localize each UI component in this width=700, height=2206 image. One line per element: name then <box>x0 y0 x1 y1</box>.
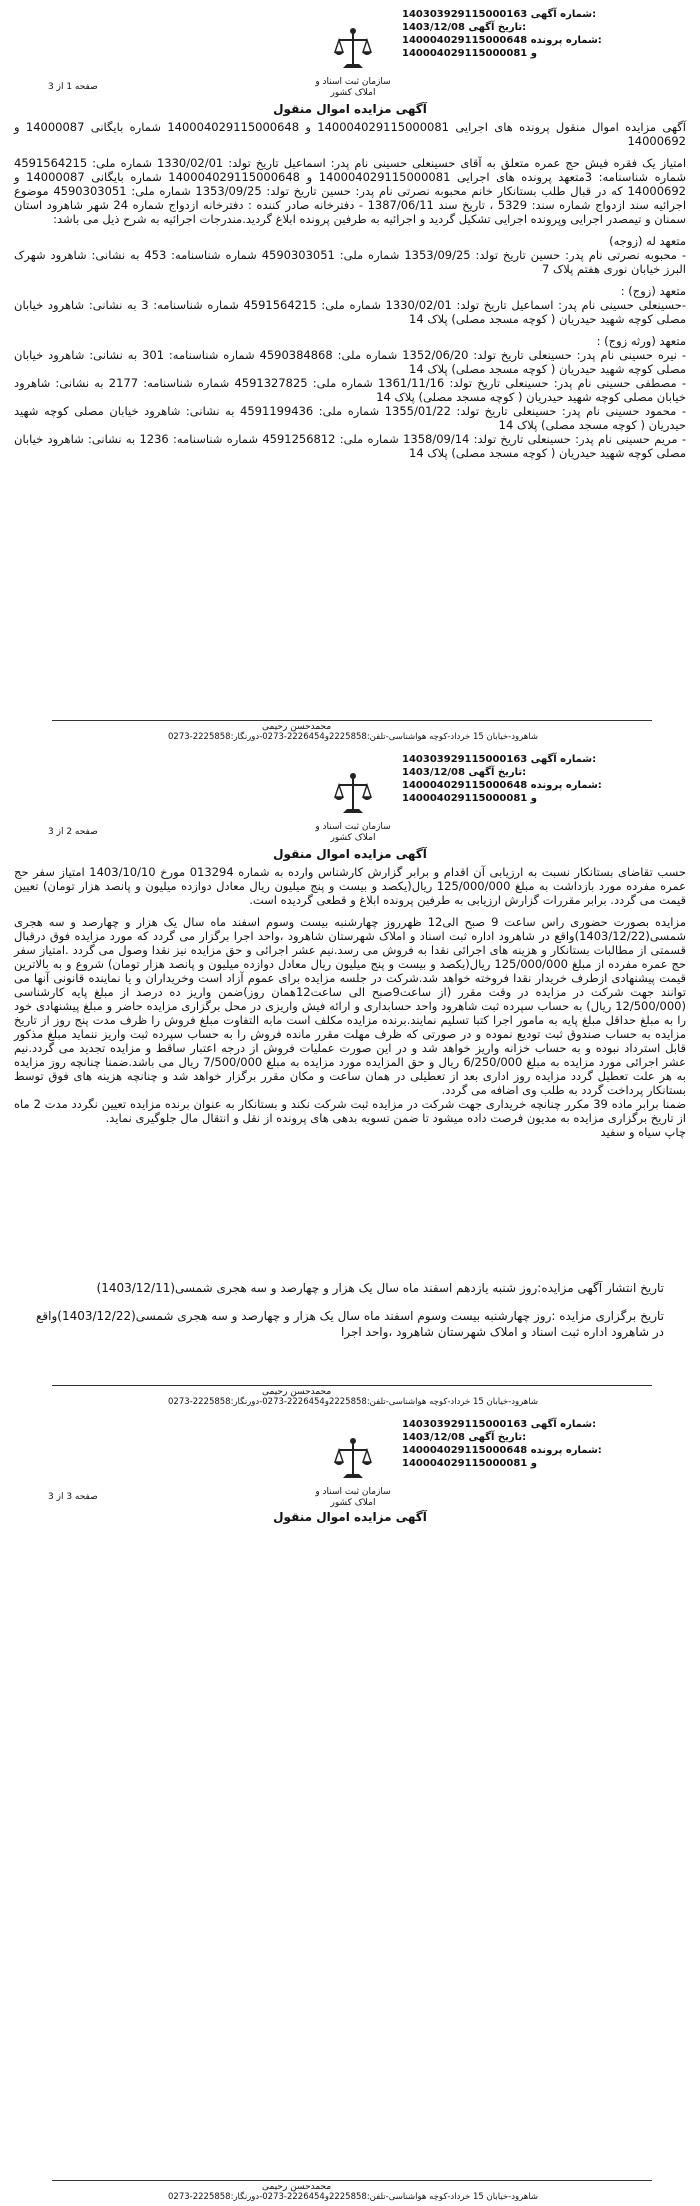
valuation-paragraph: حسب تقاضای بستانکار نسبت به ارزیابی آن اقدام و برابر گزارش کارشناس وارده به شماره 013294 مورخ 1403/10/10 امتیاز سفر حج عمره مفرده مورد بازداشت به مبلغ 125/000/000 ریال(یکصد و بیست و پنج میلیون ریال معادل دوازده میلیون و پانصد هزار تومان) تعیین قیمت می گردد. برابر مقررات گزارش ارزیابی به طرفین پرونده ابلاغ و قطعی گردیده است. <box>14 865 687 907</box>
header <box>310 753 610 843</box>
header-meta <box>402 753 612 805</box>
heir-item: - محمود حسینی نام پدر: حسینعلی تاریخ تولد: 1355/01/22 شماره ملی: 4591199436 به نشانی: شاهرود خیابان مصلی کوچه شهید حیدریان ( کوچه مسجد مصلی) پلاک 14 <box>14 404 687 432</box>
file-number-row-2: 140004029115000081 و <box>402 793 537 804</box>
page-title: آگهی مزایده اموال منقول <box>273 102 427 116</box>
ad-date-row: 1403/12/08 تاریخ آگهی: <box>402 767 527 778</box>
dates-block <box>36 1280 664 1352</box>
auction-date: تاریخ برگزاری مزایده :روز چهارشنبه بیست وسوم اسفند ماه سال یک هزار و چهارصد و سه هجری شمسی(1403/12/22)واقع در شاهرود اداره ثبت اسناد و املاک شهرستان شاهرود ،واحد اجرا <box>36 1309 664 1339</box>
notice-body <box>14 120 686 460</box>
article-39-paragraph: ضمنا برابر ماده 39 مکرر چنانچه خریداری جهت شرکت در مزایده ثبت شرکت نکند و بستانکار به عنوان برنده مزایده تعیین نگردد مدت 2 ماه از تاریخ برگزاری مزایده به مدیون فرصت داده میشود تا ضمن تسویه بدهی های پرونده از نقل و انتقال مال جلوگیری نماید. <box>14 1097 686 1125</box>
footer-divider <box>52 720 652 721</box>
ad-number-row: 140303929115000163 شماره آگهی: <box>402 9 597 20</box>
page-title: آگهی مزایده اموال منقول <box>273 847 427 861</box>
header-meta <box>402 8 612 60</box>
organization-name: سازمان ثبت اسناد و املاک کشور <box>315 1487 391 1508</box>
footer <box>0 2180 700 2200</box>
file-number-row-2: 140004029115000081 و <box>402 48 537 59</box>
signer-name: محمدحسن رحیمی <box>262 2182 332 2192</box>
publication-date: تاریخ انتشار آگهی مزایده:روز شنبه یازدهم اسفند ماه سال یک هزار و چهارصد و سه هجری شمسی(1403/12/11) <box>96 1281 664 1295</box>
heir-item: - مریم حسینی نام پدر: حسینعلی تاریخ تولد: 1358/09/14 شماره ملی: 4591256812 شماره شناسنامه: 1236 به نشانی: شاهرود خیابان مصلی کوچه شهید حیدریان ( کوچه مسجد مصلی) پلاک 14 <box>14 432 686 460</box>
ad-date-row: 1403/12/08 تاریخ آگهی: <box>402 22 527 33</box>
ad-date-row: 1403/12/08 تاریخ آگهی: <box>402 1432 527 1443</box>
ad-number-row: 140303929115000163 شماره آگهی: <box>402 754 597 765</box>
print-note: چاپ سیاه و سفید <box>600 1125 686 1139</box>
organization-name: سازمان ثبت اسناد و املاک کشور <box>315 77 391 98</box>
scales-of-justice-icon <box>333 771 373 817</box>
auction-terms-paragraph: مزایده بصورت حضوری راس ساعت 9 صبح الی12 ظهرروز چهارشنبه بیست وسوم اسفند ماه سال یک هزار و چهارصد و سه هجری شمسی(1403/12/22)واقع در شاهرود اداره ثبت اسناد و املاک شهرستان شاهرود ،واحد اجرا برگزار می گردد که مورد مزایده فوق درقبال قسمتی از مطالبات بستانکار و هزینه های اجرائی نقدا به فروش می رسد.نیم عشر اجرائی و حق مزایده نیز نقدا وصول می گردد .امتیاز سفر حج عمره مفرده از مبلغ 125/000/000 ریال(یکصد و بیست و پنج میلیون ریال معادل دوازده میلیون و پانصد هزار تومان) شروع و به بالاترین قیمت پیشنهادی ازطرف خریدار نقدا فروخته خواهد شد.شرکت در جلسه مزایده برای عموم آزاد است وخریداران و یا نماینده قانونی آنها می توانند جهت شرکت در مزایده در وقت مقرر (از ساعت9صبح الی ساعت12همان روز)ضمن واریز ده درصد از مبلغ پایه کارشناسی (12/500/000 ریال) به حساب سپرده ثبت شاهرود واحد حسابداری و ارائه فیش واریزی در محل برگزاری مزایده حاضر و مبلغ پیشنهادی خود را به مبلغ حداقل مبلغ پایه به مامور اجرا کتبا تسلیم نمایند.برنده مزایده مکلف است مابه التفاوت مبلغ فروش را ظرف مدت پنج روز از تاریخ مزایده به حساب صندوق ثبت تودیع نموده و در صورتی که ظرف مهلت مقرر مانده فروش را به حساب سپرده ثبت واریز ننماید مبلغ مذکور قابل استرداد نبوده و به حساب خزانه واریز خواهد شد و در این صورت عملیات فروش از درجه اعتبار ساقط و مزایده تجدید می گردد.نیم عشر اجرائی مورد مزایده به مبلغ 6/250/000 ریال و حق المزایده مورد مزایده به مبلغ 7/500/000 ریال می باشد.ضمنا چنانچه روز مزایده به هر علت تعطیل گردد مزایده روز اداری بعد از تعطیلی در همان ساعت و مکان مقرر برگزار خواهد شد و چنانچه هزینه های فوق توسط بستانکار پرداخت گردد به طلب وی اضافه می گردد. <box>14 915 687 1097</box>
heirs-heading: متعهد (ورثه زوج) : <box>596 334 686 348</box>
creditor-text: - محبوبه نصرتی نام پدر: حسین تاریخ تولد: 1353/09/25 شماره ملی: 4590303051 شماره شناسنامه: 453 به نشانی: شاهرود شهرک البرز خیابان نوری هفتم پلاک 7 <box>14 248 686 276</box>
page-3 <box>0 1410 700 2206</box>
judiciary-emblem <box>310 1436 396 1509</box>
file-number-row: 140004029115000648 شماره پرونده: <box>402 1445 602 1456</box>
heir-item: - نیره حسینی نام پدر: حسینعلی تاریخ تولد: 1352/06/20 شماره ملی: 4590384868 شماره شناسنامه: 301 به نشانی: شاهرود خیابان مصلی کوچه شهید حیدریان ( کوچه مسجد مصلی) پلاک 14 <box>14 348 686 376</box>
footer <box>0 720 700 740</box>
file-number-row: 140004029115000648 شماره پرونده: <box>402 780 602 791</box>
page-title: آگهی مزایده اموال منقول <box>273 1510 427 1524</box>
scales-of-justice-icon <box>333 1436 373 1482</box>
judiciary-emblem <box>310 771 396 844</box>
footer-address: شاهرود-خیابان 15 خرداد-کوچه هواشناسی-تلفن:2225858و2226454-0273-دورنگار:2225858-0273 <box>168 732 538 742</box>
page-1 <box>0 0 700 745</box>
footer <box>0 1385 700 1405</box>
organization-name: سازمان ثبت اسناد و املاک کشور <box>315 822 391 843</box>
intro-paragraph: آگهی مزایده اموال منقول پرونده های اجرایی 140004029115000081 و 140004029115000648 شماره بایگانی 14000087 و 14000692 <box>14 120 686 148</box>
footer-address: شاهرود-خیابان 15 خرداد-کوچه هواشناسی-تلفن:2225858و2226454-0273-دورنگار:2225858-0273 <box>168 2192 538 2202</box>
debtor-heading: متعهد (زوج) : <box>620 284 686 298</box>
debtor-text: -حسینعلی حسینی نام پدر: اسماعیل تاریخ تولد: 1330/02/01 شماره ملی: 4591564215 شماره شناسنامه: 3 به نشانی: شاهرود خیابان مصلی کوچه شهید حیدریان ( کوچه مسجد مصلی) پلاک 14 <box>14 298 686 326</box>
notice-body <box>14 865 686 1139</box>
footer-address: شاهرود-خیابان 15 خرداد-کوچه هواشناسی-تلفن:2225858و2226454-0273-دورنگار:2225858-0273 <box>168 1397 538 1407</box>
page-number: صفحه 2 از 3 <box>48 827 98 837</box>
page-number: صفحه 1 از 3 <box>48 82 98 92</box>
signer-name: محمدحسن رحیمی <box>262 1387 332 1397</box>
signer-name: محمدحسن رحیمی <box>262 722 332 732</box>
judiciary-emblem <box>310 26 396 99</box>
creditor-heading: متعهد له (زوجه) <box>609 234 686 248</box>
ad-number-row: 140303929115000163 شماره آگهی: <box>402 1419 597 1430</box>
heir-item: - مصطفی حسینی نام پدر: حسینعلی تاریخ تولد: 1361/11/16 شماره ملی: 4591327825 شماره شناسنامه: 2177 به نشانی: شاهرود خیابان مصلی کوچه شهید حیدریان ( کوچه مسجد مصلی) پلاک 14 <box>14 376 686 404</box>
header-meta <box>402 1418 612 1470</box>
file-number-row-2: 140004029115000081 و <box>402 1458 537 1469</box>
page-2 <box>0 745 700 1410</box>
file-number-row: 140004029115000648 شماره پرونده: <box>402 35 602 46</box>
scales-of-justice-icon <box>333 26 373 72</box>
page-number: صفحه 3 از 3 <box>48 1492 98 1502</box>
footer-divider <box>52 2180 652 2181</box>
main-paragraph: امتیاز یک فقره فیش حج عمره متعلق به آقای حسینعلی حسینی نام پدر: اسماعیل تاریخ تولد: 1330/02/01 شماره ملی: 4591564215 شماره شناسنامه: 3متعهد پرونده های اجرایی 140004029115000081 و 140004029115000648 شماره بایگانی 14000087 و 14000692 که در قبال طلب بستانکار خانم محبوبه نصرتی نام پدر: حسین تاریخ تولد: 1353/09/25 شماره ملی: 4590303051 موضوع اجرائیه سند ازدواج شماره سند: 5329 ، تاریخ سند 1387/06/11 - دفترخانه صادر کننده : دفترخانه ازدواج شماره 24 شهر شاهرود استان سمنان و تیمصدر اجرایی وپرونده اجرایی تشکیل گردید و اجرائیه به طرفین پرونده ابلاغ گردید.مندرجات اجرائیه به شرح ذیل می باشد: <box>14 156 687 226</box>
header <box>310 8 610 98</box>
header <box>310 1418 610 1508</box>
footer-divider <box>52 1385 652 1386</box>
